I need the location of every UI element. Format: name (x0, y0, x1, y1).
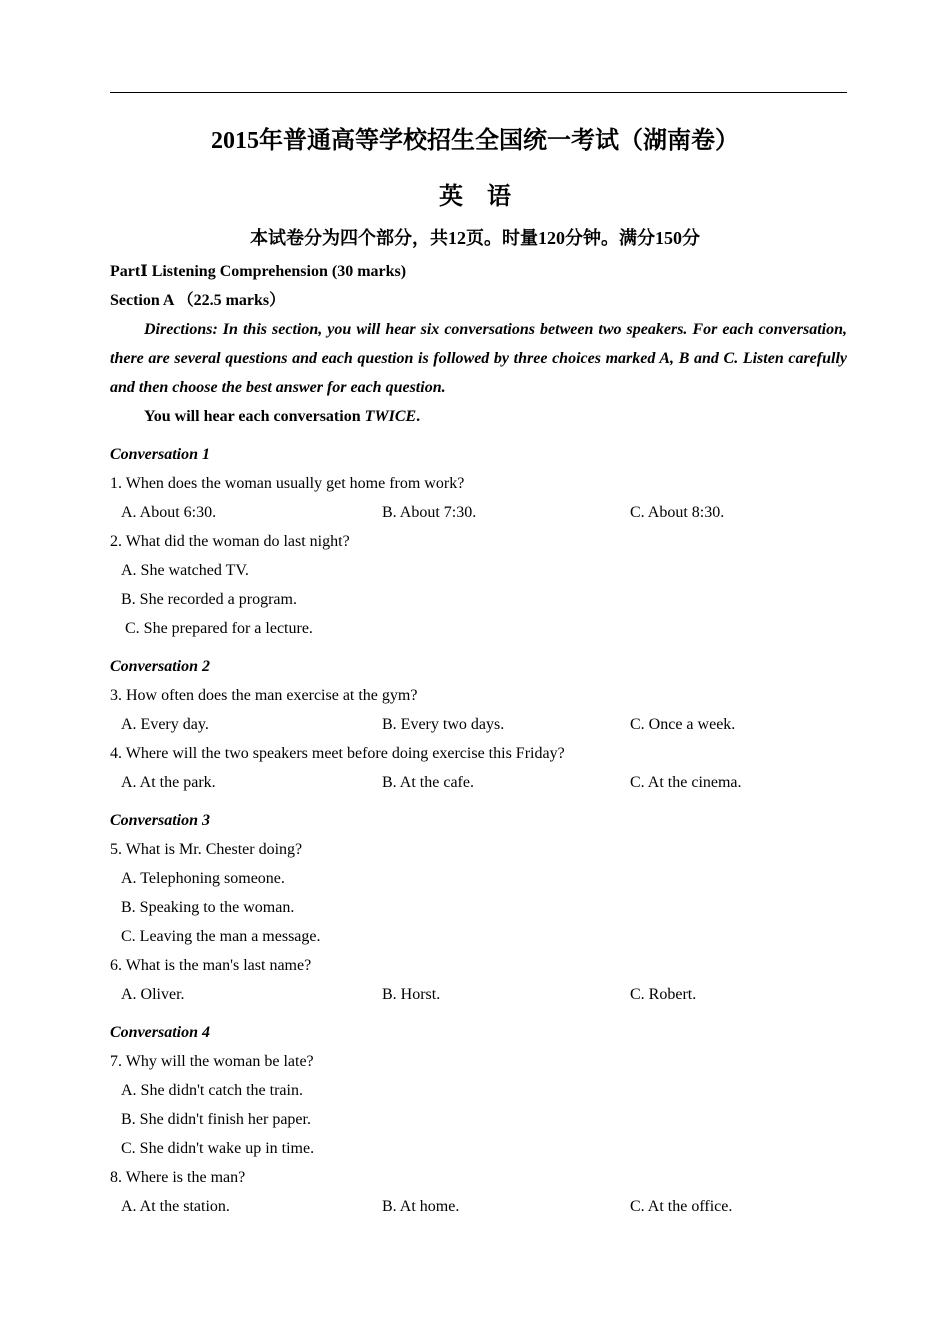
top-rule (110, 92, 847, 93)
option-a: A. At the station. (121, 1198, 230, 1215)
option-b: B. Speaking to the woman. (121, 899, 295, 916)
question-6: 6. What is the man's last name? (110, 957, 312, 974)
option-a: A. About 6:30. (121, 504, 217, 521)
option-b: B. At home. (382, 1198, 460, 1215)
option-c: C. At the office. (630, 1198, 733, 1215)
question-2: 2. What did the woman do last night? (110, 533, 350, 550)
conversation-3-title: Conversation 3 (110, 812, 211, 829)
option-a: A. Every day. (121, 716, 209, 733)
option-a: A. At the park. (121, 774, 216, 791)
question-3: 3. How often does the man exercise at the gym? (110, 687, 418, 704)
option-a: A. She watched TV. (121, 562, 249, 579)
option-b: B. She didn't finish her paper. (121, 1111, 311, 1128)
twice-note-emphasis: TWICE (364, 408, 417, 425)
conversation-4-title: Conversation 4 (110, 1024, 211, 1041)
twice-note-suffix: . (416, 408, 421, 425)
option-a: A. Oliver. (121, 986, 185, 1003)
option-c: C. About 8:30. (630, 504, 725, 521)
option-a: A. Telephoning someone. (121, 870, 285, 887)
option-c: C. Once a week. (630, 716, 736, 733)
option-a: A. She didn't catch the train. (121, 1082, 303, 1099)
option-b: B. She recorded a program. (121, 591, 297, 608)
question-8: 8. Where is the man? (110, 1169, 246, 1186)
option-c: C. She didn't wake up in time. (121, 1140, 315, 1157)
part-heading: PartⅠ Listening Comprehension (30 marks) (110, 263, 407, 280)
option-b: B. About 7:30. (382, 504, 477, 521)
option-c: C. Leaving the man a message. (121, 928, 321, 945)
subject-title: 英语 (439, 184, 535, 210)
option-c: C. She prepared for a lecture. (125, 620, 313, 637)
question-5: 5. What is Mr. Chester doing? (110, 841, 303, 858)
option-b: B. Every two days. (382, 716, 505, 733)
section-heading: Section A （22.5 marks） (110, 292, 286, 309)
exam-content (110, 257, 847, 1221)
question-8-options (110, 1192, 847, 1221)
conversation-1-title: Conversation 1 (110, 446, 211, 463)
question-4: 4. Where will the two speakers meet before doing exercise this Friday? (110, 745, 565, 762)
exam-subtitle: 本试卷分为四个部分，共12页。时量120分钟。满分150分 (250, 228, 700, 248)
option-c: C. At the cinema. (630, 774, 742, 791)
question-4-options (110, 768, 847, 797)
option-b: B. At the cafe. (382, 774, 474, 791)
question-6-options (110, 980, 847, 1009)
question-7: 7. Why will the woman be late? (110, 1053, 314, 1070)
question-3-options (110, 710, 847, 739)
question-1: 1. When does the woman usually get home from work? (110, 475, 465, 492)
twice-note-prefix: You will hear each conversation (144, 408, 365, 425)
question-1-options (110, 498, 847, 527)
exam-title: 2015年普通高等学校招生全国统一考试（湖南卷） (211, 128, 739, 154)
conversation-2-title: Conversation 2 (110, 658, 211, 675)
option-b: B. Horst. (382, 986, 441, 1003)
directions-text: Directions: In this section, you will hear six conversations between two speakers. For each conversation, there are several questions and each question is followed by three choices marked A, B and C. Listen carefully and then choose the best answer for each question. (110, 321, 847, 396)
option-c: C. Robert. (630, 986, 697, 1003)
twice-note (110, 402, 847, 431)
